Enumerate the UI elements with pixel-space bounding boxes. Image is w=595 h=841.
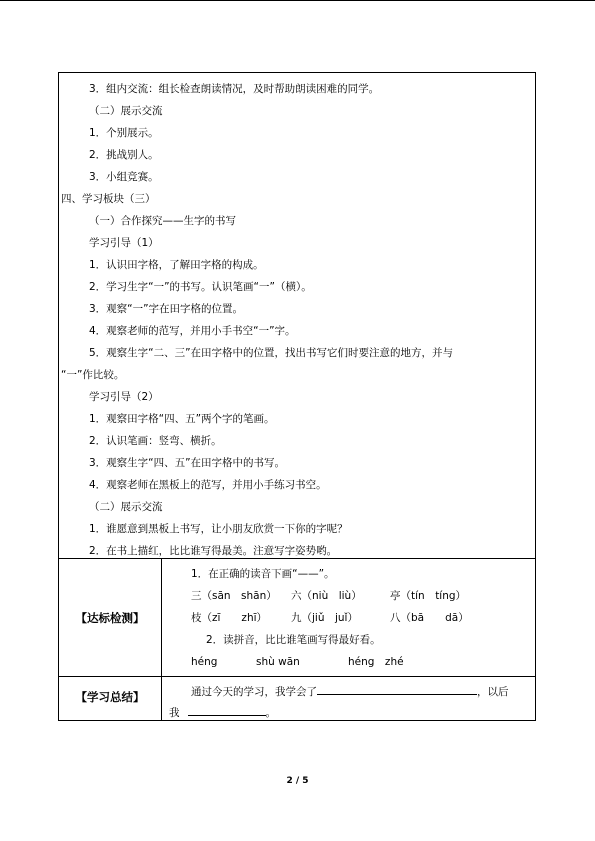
page-number: 2 / 5	[286, 776, 309, 786]
question-text: 2．读拼音，比比谁笔画写得最好看。	[206, 634, 381, 646]
summary-suffix: 。	[265, 707, 276, 719]
summary-line-1	[191, 683, 509, 699]
column-divider	[161, 559, 162, 677]
step-line: 4．观察老师的范写，并用小手书空“一”字。	[89, 325, 296, 337]
page-top-border	[0, 0, 595, 1]
step-line: “一”作比较。	[61, 369, 125, 381]
pinyin-option: 亭（tín tíng）	[390, 590, 467, 602]
stroke-pinyin: héng	[191, 656, 218, 668]
step-line: 4．观察老师在黑板上的范写，并用小手练习书空。	[89, 479, 327, 491]
summary-suffix: ，以后	[477, 686, 509, 698]
step-line: 1．认识田字格，了解田字格的构成。	[89, 259, 264, 271]
step-line: 3．观察“一”字在田字格的位置。	[89, 303, 244, 315]
column-divider	[161, 677, 162, 720]
assessment-row	[58, 558, 536, 677]
summary-prefix: 通过今天的学习，我学会了	[191, 686, 317, 698]
section-heading: （二）展示交流	[89, 501, 163, 513]
step-line: 1．谁愿意到黑板上书写，让小朋友欣赏一下你的字呢？	[89, 523, 348, 535]
step-line: 3．小组竞赛。	[89, 171, 159, 183]
assessment-label: 【达标检测】	[75, 611, 145, 625]
stroke-pinyin: shù wān	[256, 656, 300, 668]
step-line: 5．观察生字“二、三”在田字格中的位置，找出书写它们时要注意的地方，并与	[89, 347, 454, 359]
step-line: 2．挑战别人。	[89, 149, 159, 161]
section-heading: 四、学习板块（三）	[61, 193, 156, 205]
step-line: 2．学习生字“一”的书写。认识笔画“一”（横）。	[89, 281, 312, 293]
question-text: 1．在正确的读音下画“——”。	[191, 568, 335, 580]
summary-label: 【学习总结】	[75, 690, 145, 704]
pinyin-option: 枝（zī zhī）	[191, 612, 268, 624]
lesson-steps-box	[58, 72, 536, 559]
step-line: 2．认识笔画：竖弯、横折。	[89, 435, 222, 447]
answer-blank[interactable]	[317, 683, 477, 695]
summary-prefix: 我	[169, 707, 180, 719]
answer-blank[interactable]	[188, 704, 266, 716]
stroke-pinyin: héng zhé	[348, 656, 404, 668]
pinyin-option: 九（jiǔ juǐ）	[291, 612, 358, 624]
step-line: 3．观察生字“四、五”在田字格中的书写。	[89, 457, 286, 469]
step-line: 2．在书上描红，比比谁写得最美。注意写字姿势哟。	[89, 545, 338, 557]
sub-heading: 学习引导（2）	[89, 391, 159, 403]
step-line: 1．个别展示。	[89, 127, 159, 139]
pinyin-option: 六（niù liù）	[291, 590, 362, 602]
step-line: 1．观察田字格“四、五”两个字的笔画。	[89, 413, 275, 425]
summary-line-2	[169, 704, 276, 720]
section-heading: （二）展示交流	[89, 105, 163, 117]
step-line: 3．组内交流：组长检查朗读情况，及时帮助朗读困难的同学。	[89, 83, 380, 95]
pinyin-option: 三（sān shān）	[191, 590, 277, 602]
pinyin-option: 八（bā dā）	[390, 612, 469, 624]
section-heading: （一）合作探究——生字的书写	[89, 215, 236, 227]
summary-row	[58, 676, 536, 721]
sub-heading: 学习引导（1）	[89, 237, 159, 249]
